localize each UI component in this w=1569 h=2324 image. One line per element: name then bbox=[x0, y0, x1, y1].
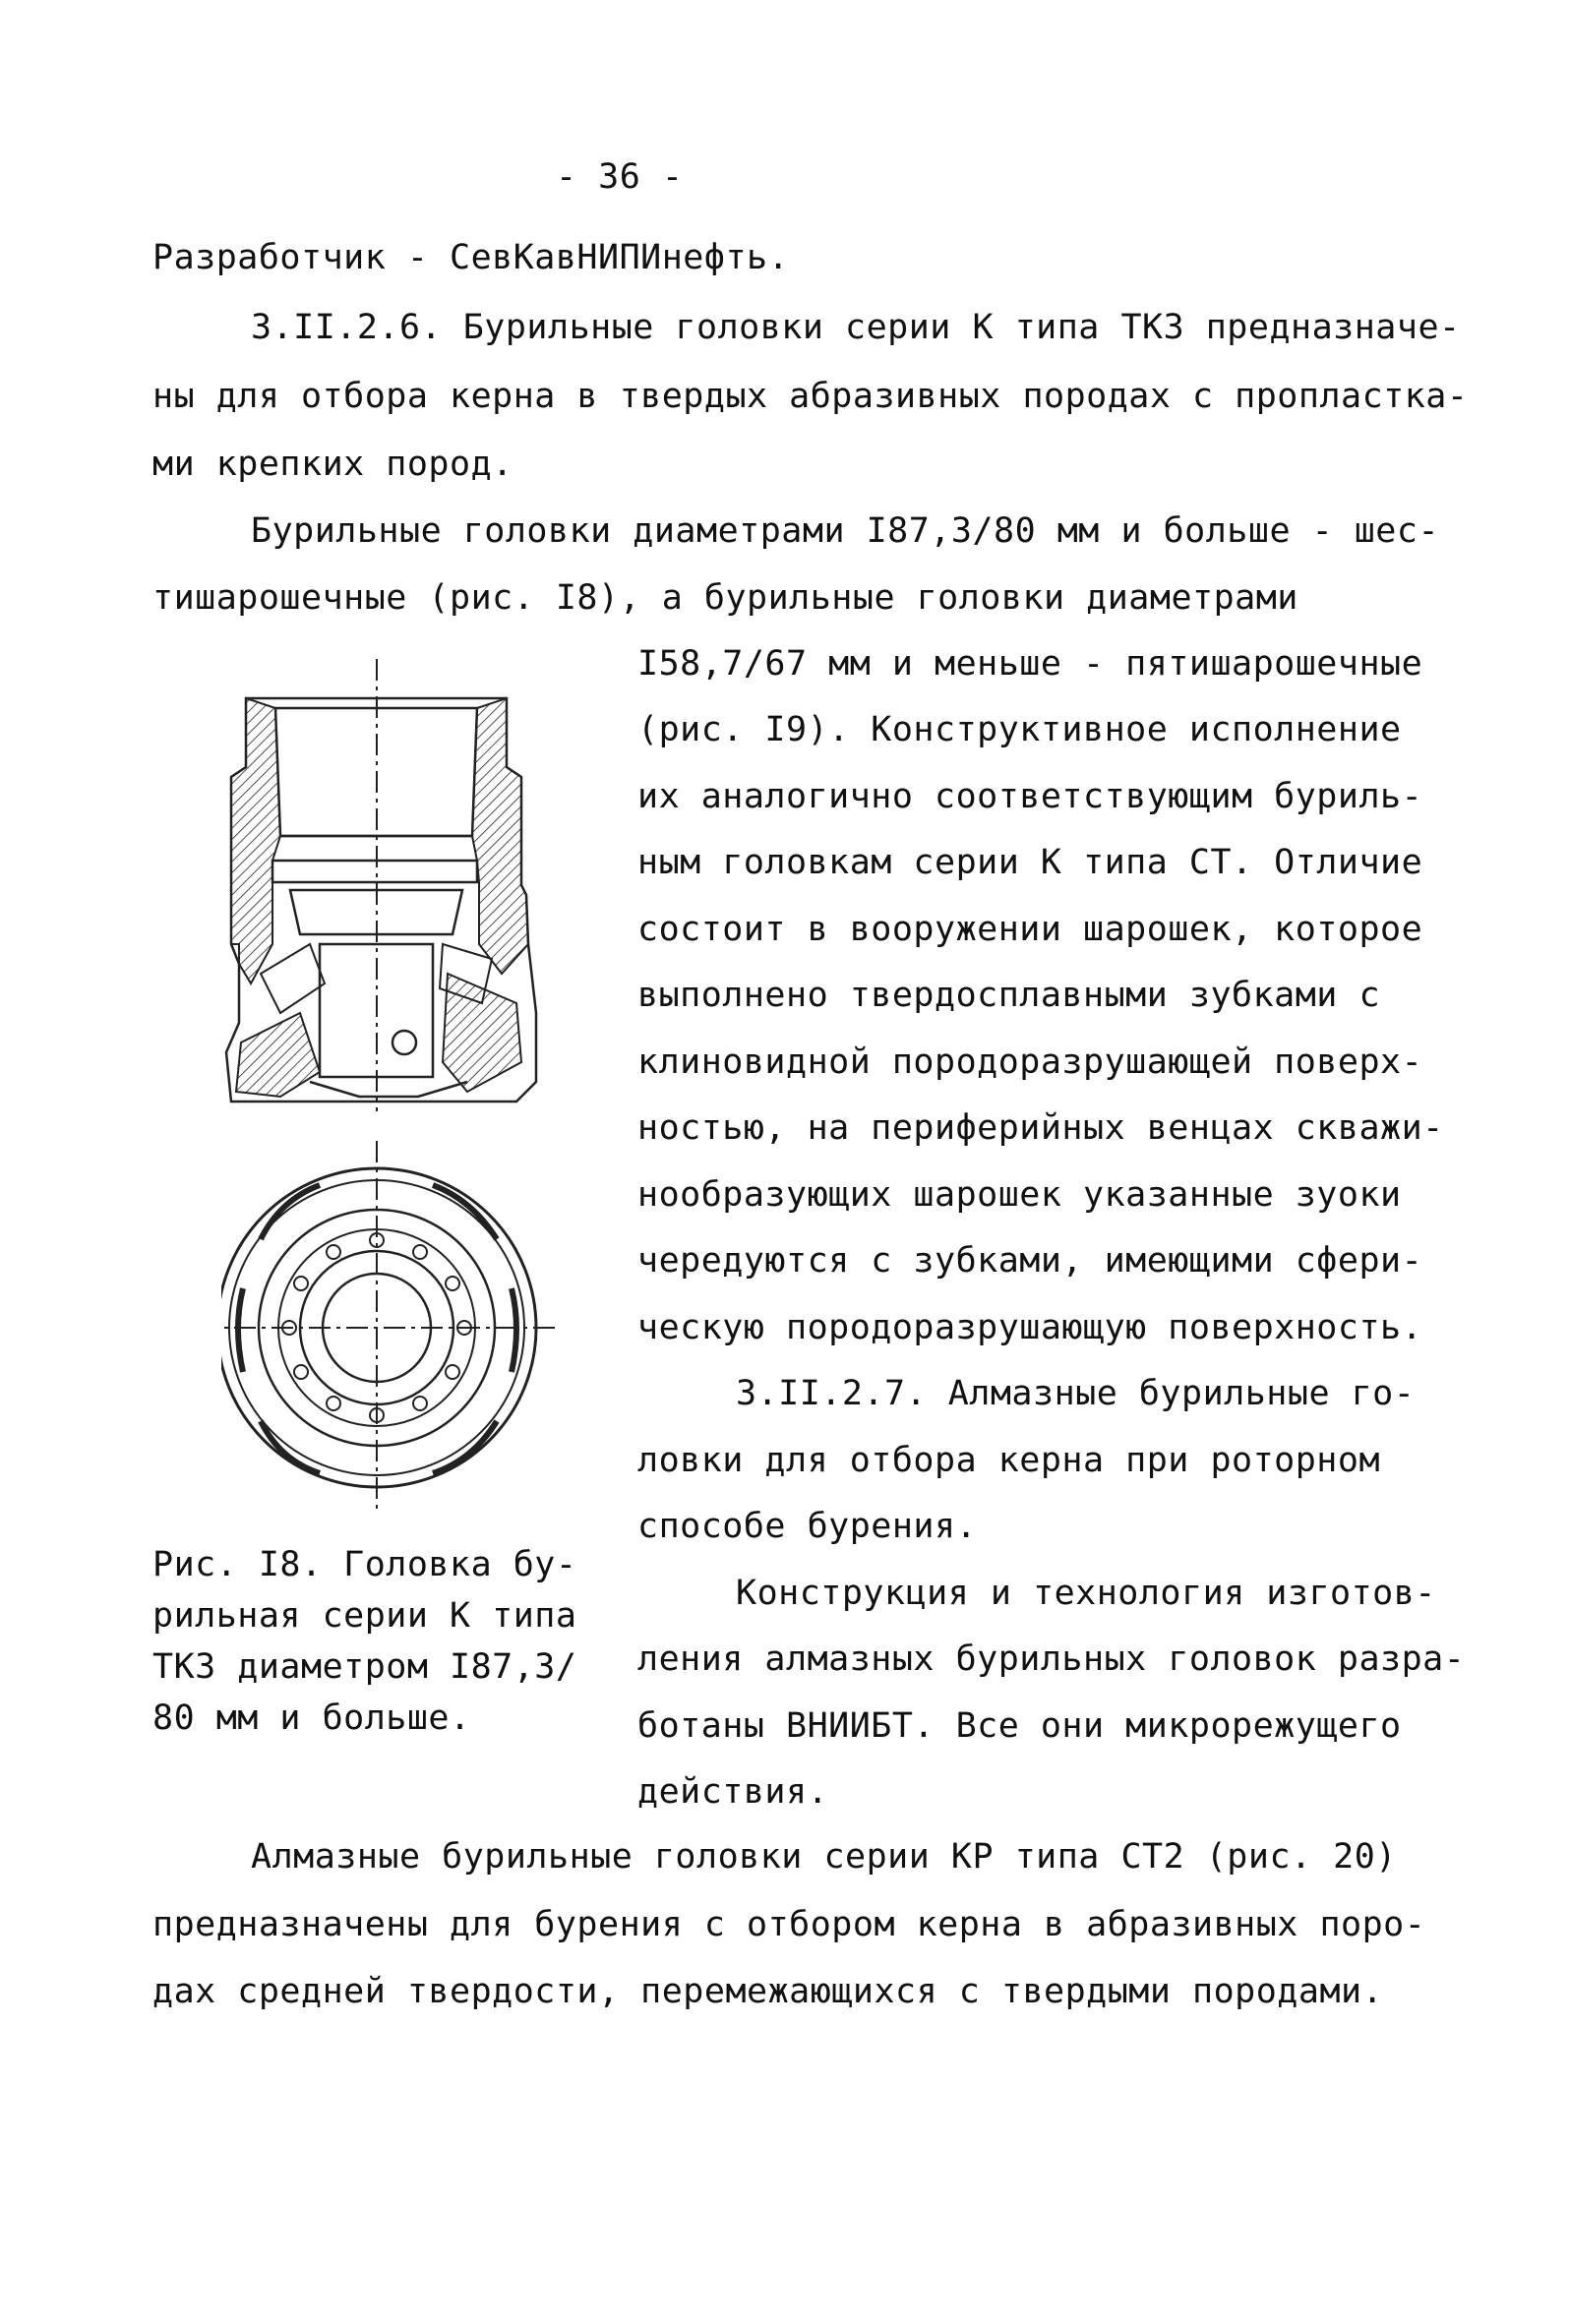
text-line: дах средней твердости, перемежающихся с твердыми породами. bbox=[152, 1972, 1384, 2011]
caption-line: рильная серии К типа bbox=[152, 1596, 577, 1636]
text-line: Конструкция и технология изготов- bbox=[736, 1574, 1436, 1613]
text-line: выполнено твердосплавными зубками с bbox=[637, 976, 1381, 1015]
text-line: чередуются с зубками, имеющими сфери- bbox=[637, 1241, 1423, 1281]
caption-line: 80 мм и больше. bbox=[152, 1698, 471, 1738]
text-line: действия. bbox=[637, 1772, 829, 1812]
text-line: ления алмазных бурильных головок разра- bbox=[637, 1639, 1466, 1679]
text-line: 3.II.2.6. Бурильные головки серии К типа ТКЗ предназначе- bbox=[251, 308, 1461, 347]
page-number: - 36 - bbox=[556, 157, 684, 197]
text-line: ботаны ВНИИБТ. Все они микрорежущего bbox=[637, 1706, 1402, 1746]
text-line: Алмазные бурильные головки серии КР типа СТ2 (рис. 20) bbox=[251, 1837, 1397, 1877]
text-line: ловки для отбора керна при роторном bbox=[637, 1441, 1381, 1480]
text-line: нообразующих шарошек указанные зуоки bbox=[637, 1175, 1402, 1215]
text-line: Разработчик - СевКавНИПИнефть. bbox=[152, 238, 790, 277]
caption-line: ТКЗ диаметром I87,3/ bbox=[152, 1647, 577, 1687]
text-line: тишарошечные (рис. I8), а бурильные головки диаметрами bbox=[152, 578, 1298, 618]
text-line: ми крепких пород. bbox=[152, 445, 513, 484]
text-line: I58,7/67 мм и меньше - пятишарошечные bbox=[637, 644, 1423, 684]
drill-head-figure bbox=[221, 649, 595, 1524]
text-line: способе бурения. bbox=[637, 1507, 978, 1546]
text-line: состоит в вооружении шарошек, которое bbox=[637, 910, 1423, 949]
text-line: предназначены для бурения с отбором керна в абразивных поро- bbox=[152, 1905, 1426, 1944]
text-line: ны для отбора керна в твердых абразивных породах с пропластка- bbox=[152, 377, 1469, 416]
drill-head-drawing bbox=[221, 649, 595, 1524]
text-line: ческую породоразрушающую поверхность. bbox=[637, 1308, 1423, 1347]
text-line: ным головкам серии К типа СТ. Отличие bbox=[637, 843, 1423, 882]
caption-line: Рис. I8. Головка бу- bbox=[152, 1545, 577, 1584]
text-line: клиновидной породоразрушающей поверх- bbox=[637, 1043, 1423, 1082]
text-line: их аналогично соответствующим буриль- bbox=[637, 777, 1423, 816]
text-line: ностью, на периферийных венцах скважи- bbox=[637, 1108, 1444, 1148]
text-line: Бурильные головки диаметрами I87,3/80 мм и больше - шес- bbox=[251, 511, 1440, 551]
plan-view bbox=[221, 1141, 561, 1515]
text-line: (рис. I9). Конструктивное исполнение bbox=[637, 710, 1402, 749]
text-line: 3.II.2.7. Алмазные бурильные го- bbox=[736, 1374, 1416, 1413]
